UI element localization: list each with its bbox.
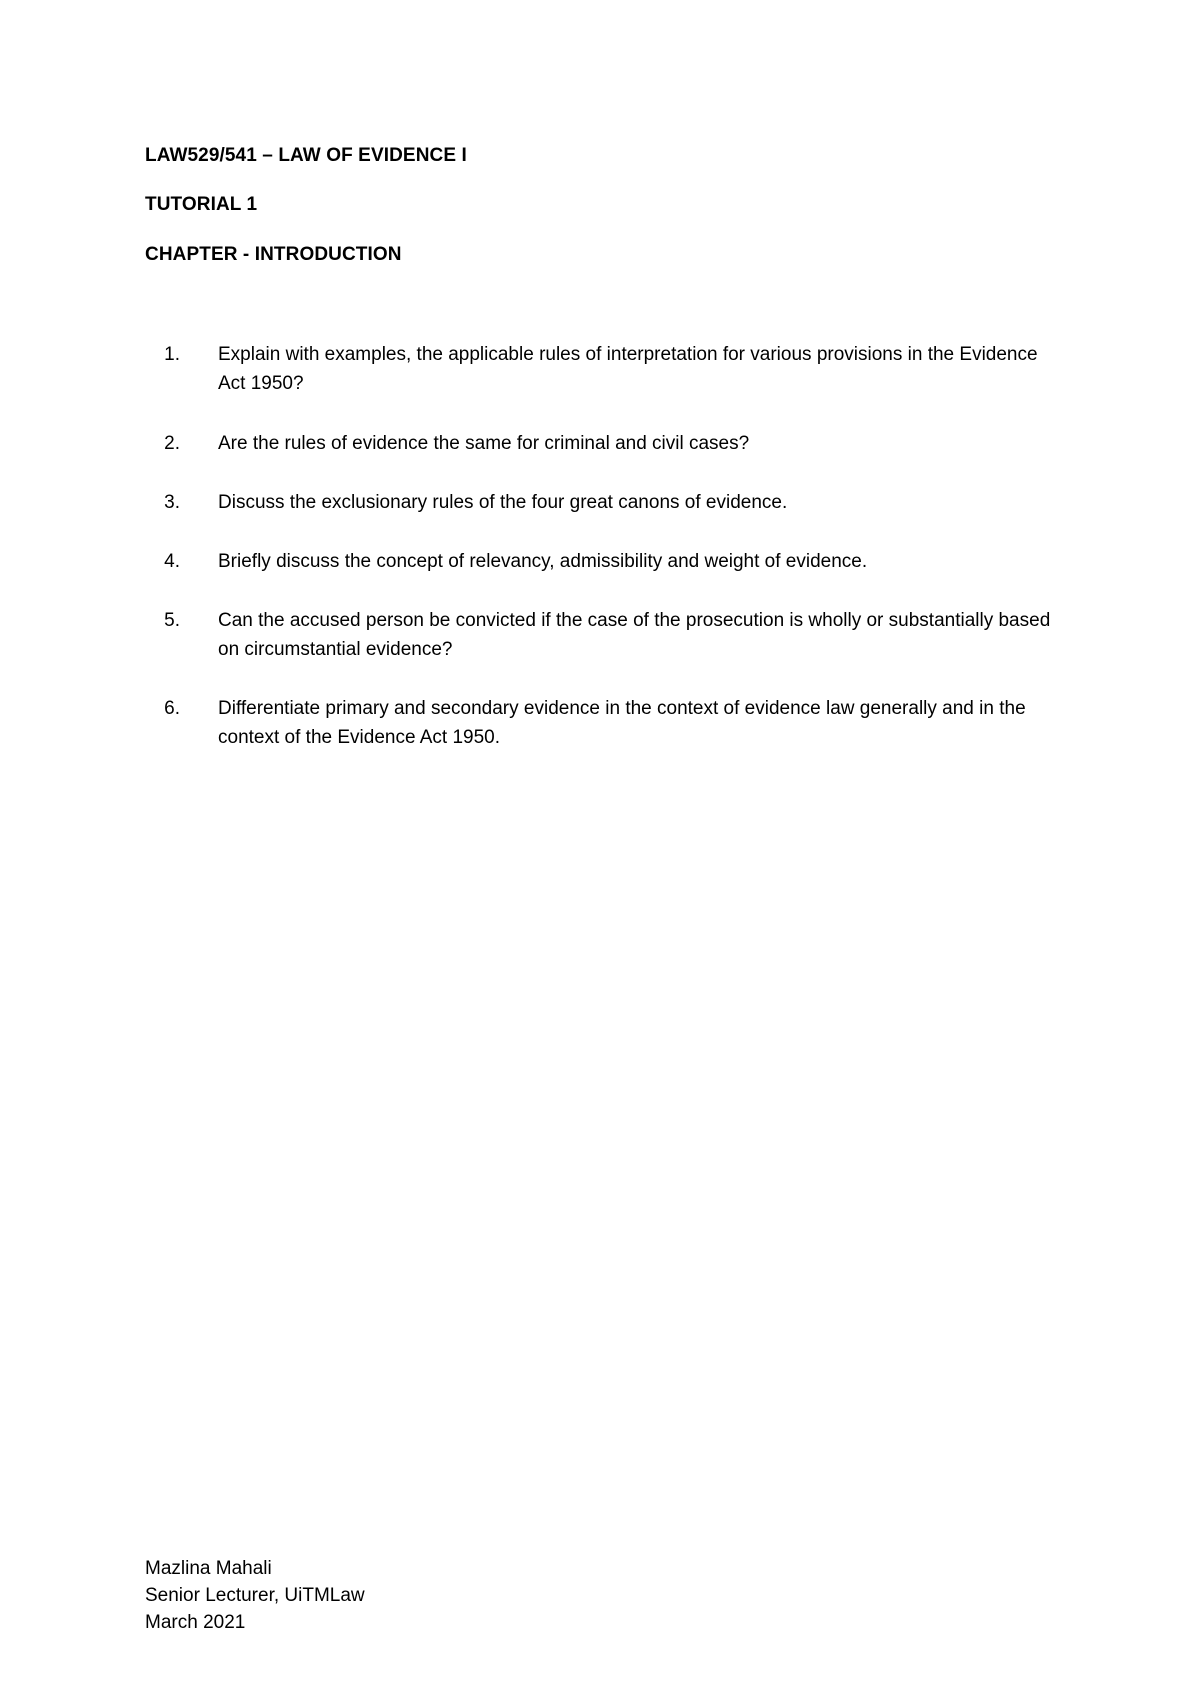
list-item [145, 547, 1065, 576]
question-number: 3. [164, 492, 180, 513]
author-name: Mazlina Mahali [145, 1558, 272, 1579]
course-title: LAW529/541 – LAW OF EVIDENCE I [145, 145, 467, 166]
tutorial-title: TUTORIAL 1 [145, 194, 258, 215]
question-number: 5. [164, 610, 180, 631]
list-item [145, 488, 1065, 517]
question-text: Can the accused person be convicted if the case of the prosecution is wholly or substantially based on circumstantial evidence? [218, 610, 1051, 660]
author-position: Senior Lecturer, UiTMLaw [145, 1585, 365, 1606]
author-footer [145, 1555, 365, 1636]
question-number: 2. [164, 433, 180, 454]
list-item [145, 606, 1065, 664]
list-item [145, 429, 1065, 458]
question-text: Differentiate primary and secondary evidence in the context of evidence law generally and in the context of the Evidence Act 1950. [218, 698, 1026, 748]
document-date: March 2021 [145, 1612, 246, 1633]
question-text: Discuss the exclusionary rules of the four great canons of evidence. [218, 492, 788, 513]
question-number: 6. [164, 698, 180, 719]
question-text: Briefly discuss the concept of relevancy, admissibility and weight of evidence. [218, 551, 868, 572]
question-number: 4. [164, 551, 180, 572]
list-item [145, 340, 1065, 398]
chapter-title: CHAPTER - INTRODUCTION [145, 244, 402, 265]
question-number: 1. [164, 344, 180, 365]
list-item [145, 694, 1065, 752]
question-text: Are the rules of evidence the same for criminal and civil cases? [218, 433, 750, 454]
question-text: Explain with examples, the applicable rules of interpretation for various provisions in the Evidence Act 1950? [218, 344, 1038, 394]
